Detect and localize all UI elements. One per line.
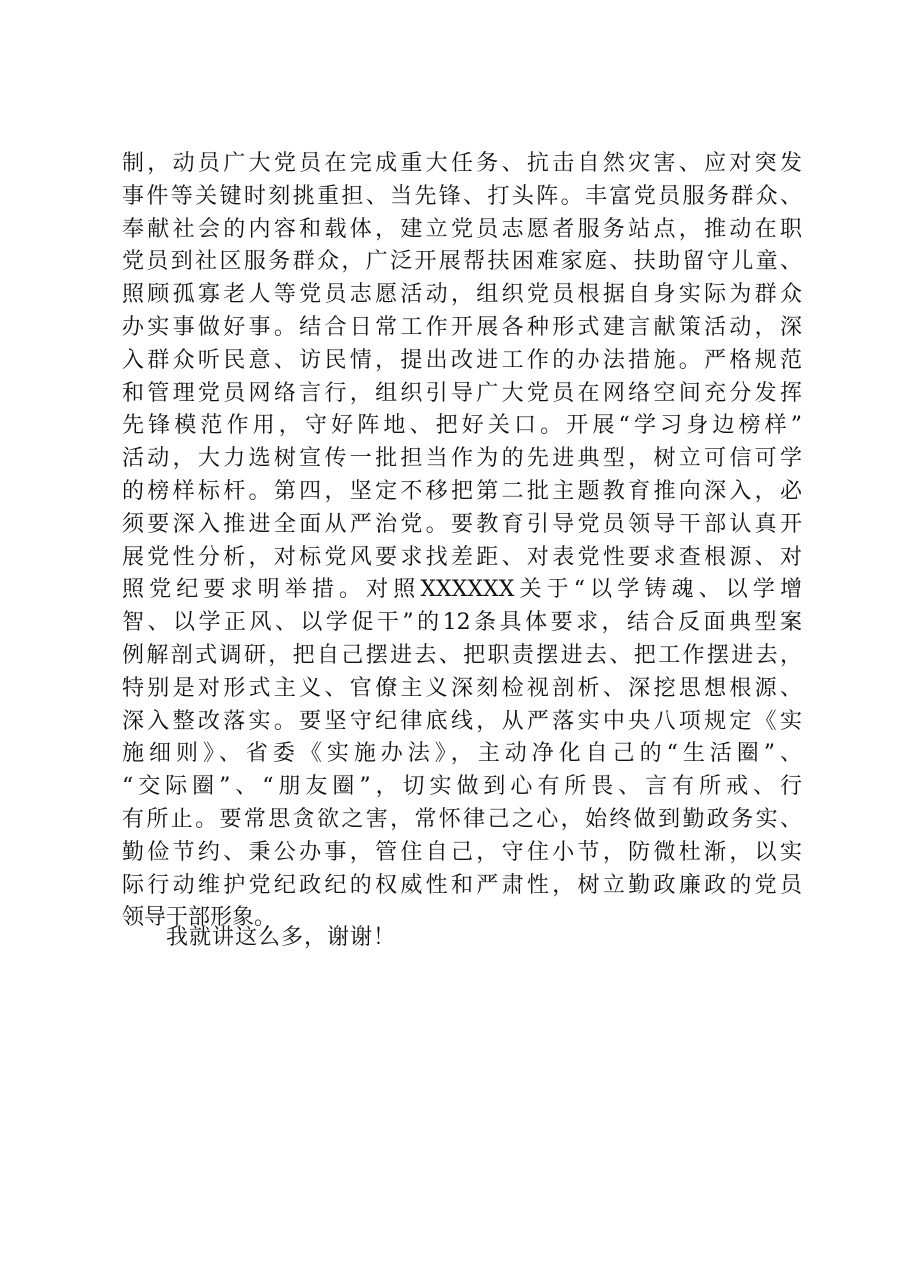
text-line: 入群众听民意、访民情，提出改进工作的办法措施。严格规范 <box>122 347 802 373</box>
text-line: 党员到社区服务群众，广泛开展帮扶困难家庭、扶助留守儿童、 <box>122 249 802 275</box>
text-line: 施细则》、省委《实施办法》，主动净化自己的“生活圈”、 <box>122 741 802 767</box>
text-line: 深入整改落实。要坚守纪律底线，从严落实中央八项规定《实 <box>122 708 802 734</box>
text-line: 奉献社会的内容和载体，建立党员志愿者服务站点，推动在职 <box>122 216 802 242</box>
text-line: 照顾孤寡老人等党员志愿活动，组织党员根据自身实际为群众 <box>122 282 802 308</box>
text-line: 勤俭节约、秉公办事，管住自己，守住小节，防微杜渐，以实 <box>122 839 802 865</box>
text-line: 须要深入推进全面从严治党。要教育引导党员领导干部认真开 <box>122 511 802 537</box>
closing-remark: 我就讲这么多，谢谢！ <box>166 925 397 950</box>
text-line: 照党纪要求明举措。对照XXXXXX关于“以学铸魂、以学增 <box>122 577 802 603</box>
text-line: 和管理党员网络言行，组织引导广大党员在网络空间充分发挥 <box>122 380 802 406</box>
body-paragraph <box>122 148 802 935</box>
text-line: 制，动员广大党员在完成重大任务、抗击自然灾害、应对突发 <box>122 151 802 176</box>
text-line: “交际圈”、“朋友圈”，切实做到心有所畏、言有所戒、行 <box>122 774 802 800</box>
text-line: 例解剖式调研，把自己摆进去、把职责摆进去、把工作摆进去， <box>122 642 802 668</box>
text-line: 智、以学正风、以学促干”的12条具体要求，结合反面典型案 <box>122 610 802 636</box>
text-line: 办实事做好事。结合日常工作开展各种形式建言献策活动，深 <box>122 314 802 340</box>
text-line: 事件等关键时刻挑重担、当先锋、打头阵。丰富党员服务群众、 <box>122 183 802 209</box>
text-line: 活动，大力选树宣传一批担当作为的先进典型，树立可信可学 <box>122 446 802 472</box>
text-line: 的榜样标杆。第四，坚定不移把第二批主题教育推向深入，必 <box>122 478 802 504</box>
text-line: 特别是对形式主义、官僚主义深刻检视剖析、深挖思想根源、 <box>122 675 802 701</box>
text-line: 有所止。要常思贪欲之害，常怀律己之心，始终做到勤政务实、 <box>122 806 802 832</box>
text-line: 展党性分析，对标党风要求找差距、对表党性要求查根源、对 <box>122 544 802 570</box>
text-line: 领导干部形象。 <box>122 905 277 931</box>
text-line: 际行动维护党纪政纪的权威性和严肃性，树立勤政廉政的党员 <box>122 872 802 898</box>
text-line: 先锋模范作用，守好阵地、把好关口。开展“学习身边榜样” <box>122 413 802 439</box>
